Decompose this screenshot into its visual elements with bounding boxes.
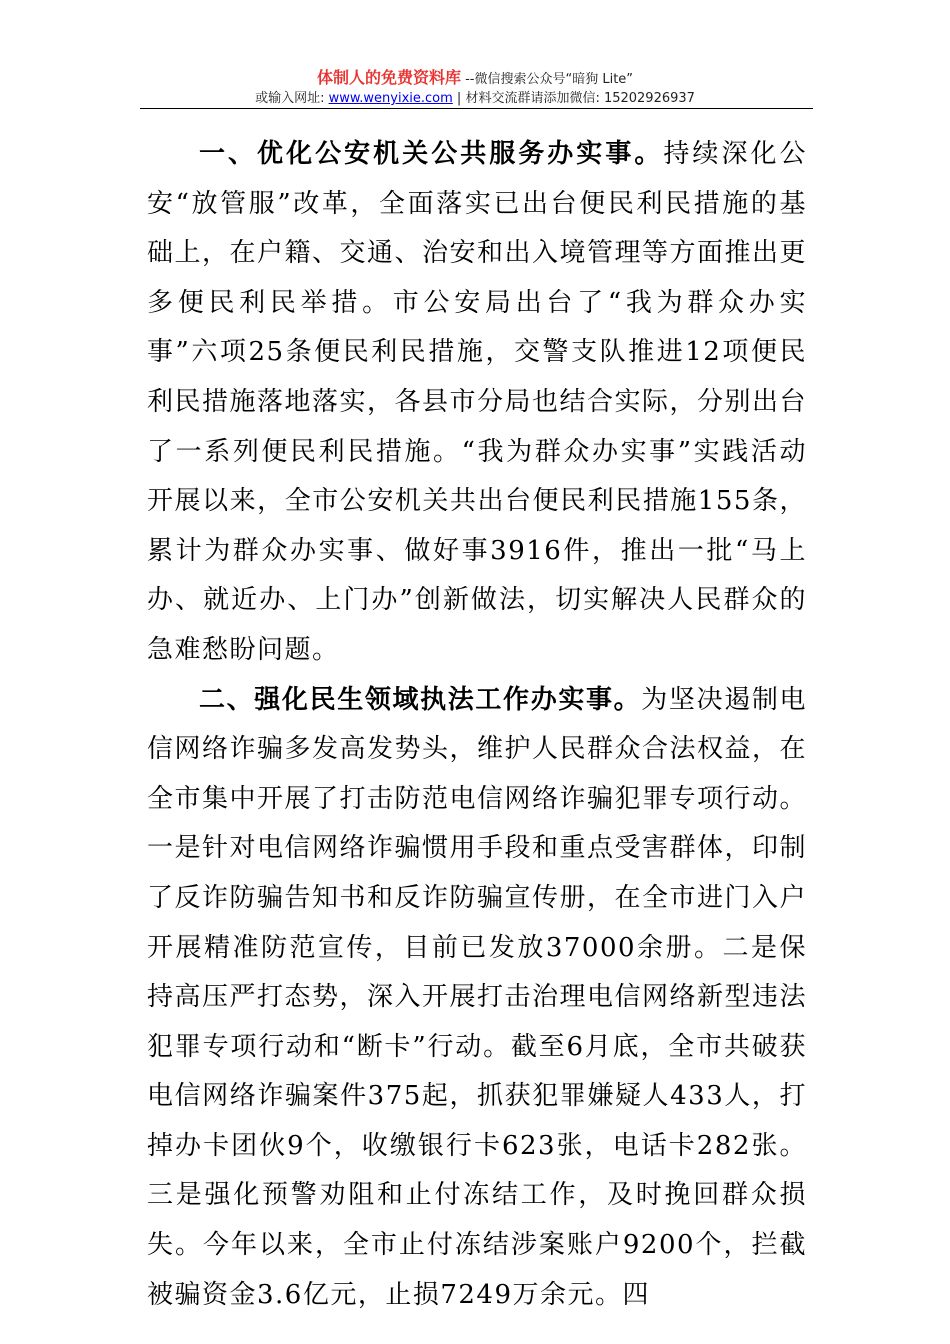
paragraph-2-text: 为坚决遏制电信网络诈骗多发高发势头，维护人民群众合法权益，在全市集中开展了打击防范电信网络诈骗犯罪专项行动。一是针对电信网络诈骗惯用手段和重点受害群体，印制了反诈防骗告知书和反诈防骗宣传册，在全市进门入户开展精准防范宣传，目前已发放37000余册。二是保持高压严打态势，深入开展打击治理电信网络新型违法犯罪专项行动和“断卡”行动。截至6月底，全市共破获电信网络诈骗案件375起，抓获犯罪嫌疑人433人，打掉办卡团伙9个，收缴银行卡623张，电话卡282张。三是强化预警劝阻和止付冻结工作，及时挽回群众损失。今年以来，全市止付冻结涉案账户9200个，拦截被骗资金3.6亿元，止损7249万余元。四 bbox=[147, 684, 808, 1310]
paragraph-1-text: 持续深化公安“放管服”改革，全面落实已出台便民利民措施的基础上，在户籍、交通、治安和出入境管理等方面推出更多便民利民举措。市公安局出台了“我为群众办实事”六项25条便民利民措施，交警支队推进12项便民利民措施落地落实，各县市分局也结合实际，分别出台了一系列便民利民措施。“我为群众办实事”实践活动开展以来，全市公安机关共出台便民利民措施155条，累计为群众办实事、做好事3916件，推出一批“马上办、就近办、上门办”创新做法，切实解决人民群众的急难愁盼问题。 bbox=[147, 139, 808, 665]
page-header bbox=[0, 68, 950, 108]
header-line-2 bbox=[0, 90, 950, 108]
header-url-prefix: 或输入网址: bbox=[255, 91, 329, 106]
paragraph-1 bbox=[147, 130, 807, 676]
paragraph-1-heading: 一、优化公安机关公共服务办实事。 bbox=[199, 139, 664, 169]
header-website-link[interactable]: www.wenyixie.com bbox=[328, 91, 453, 106]
header-wechat-note: --微信搜索公众号“暗狗 Lite” bbox=[460, 72, 634, 87]
header-divider bbox=[140, 108, 813, 109]
header-brand: 体制人的免费资料库 bbox=[316, 68, 461, 87]
paragraph-2 bbox=[147, 676, 807, 1321]
document-body bbox=[147, 130, 807, 1320]
header-line-1 bbox=[0, 68, 950, 90]
header-contact: | 材料交流群请添加微信: 15202926937 bbox=[452, 91, 695, 106]
paragraph-2-heading: 二、强化民生领域执法工作办实事。 bbox=[199, 684, 642, 715]
